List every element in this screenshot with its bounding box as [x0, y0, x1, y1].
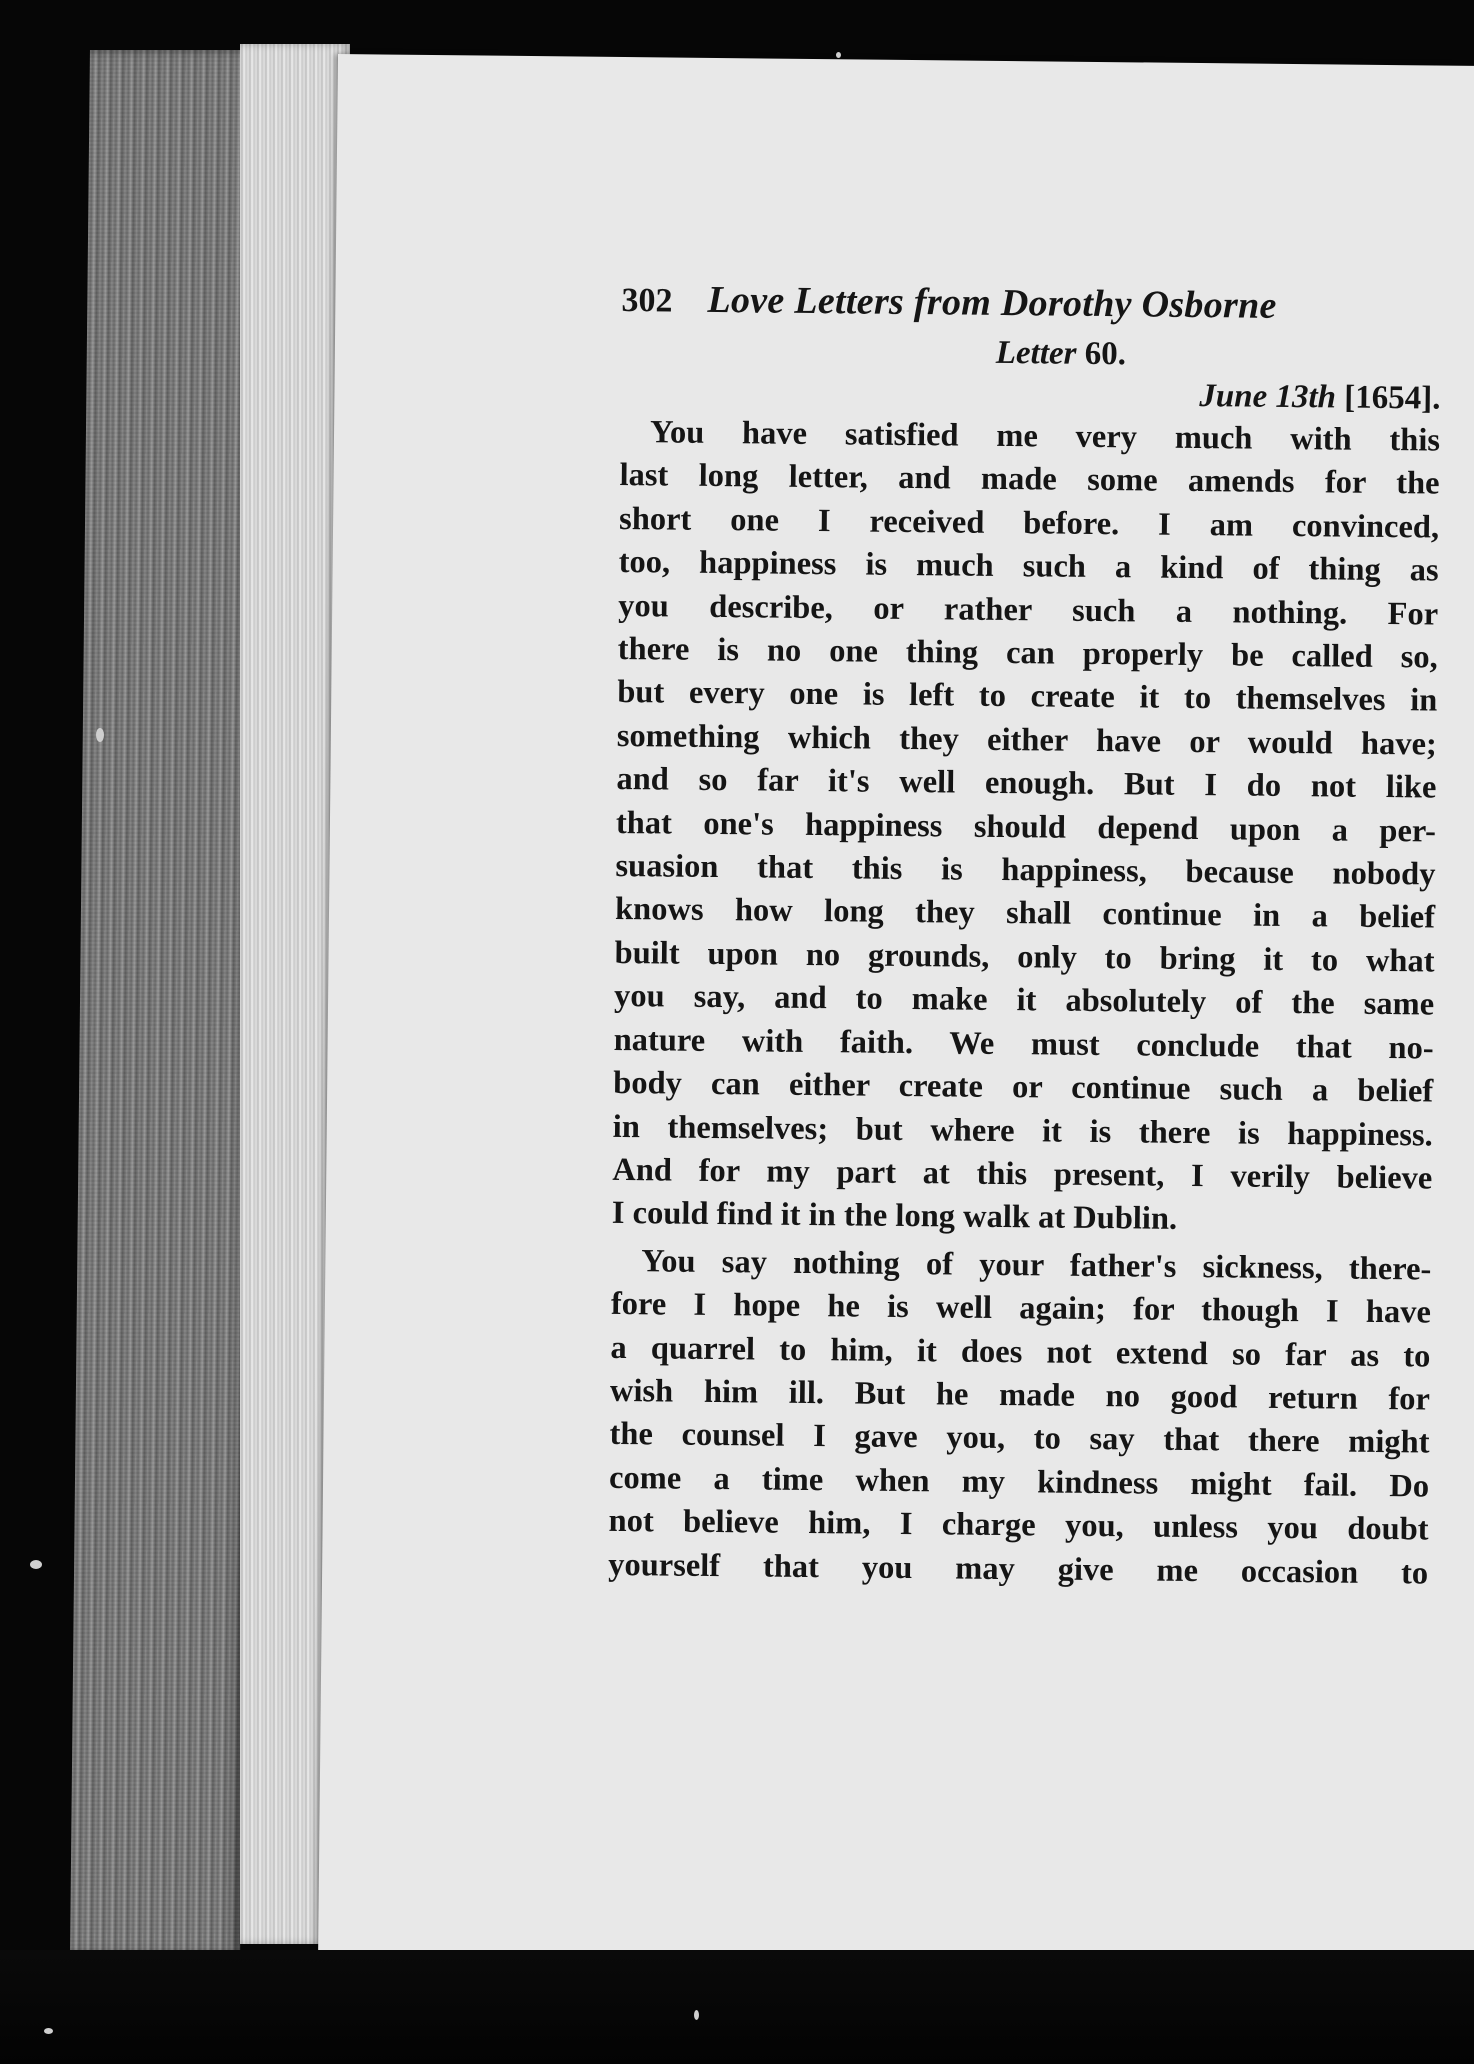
book-page — [318, 54, 1474, 1966]
text-line: come a time when my kindness might fail. Do — [608, 1459, 1430, 1505]
dust-speck — [694, 2010, 699, 2020]
letter-date-day: June 13th — [1199, 378, 1337, 416]
text-line: something which they either have or would have; — [616, 717, 1438, 763]
paragraph-1 — [612, 411, 1441, 1244]
text-line: yourself that you may give me occasion to — [608, 1546, 1429, 1592]
background-shadow — [0, 1950, 1474, 2064]
text-line: that one's happiness should depend upon a per- — [615, 804, 1437, 850]
text-line: short one I received before. I am convinced, — [618, 500, 1440, 546]
letter-date-year: [1654]. — [1344, 379, 1441, 417]
text-line: You say nothing of your father's sickness, there- — [641, 1242, 1432, 1288]
text-line: the counsel I gave you, to say that there might — [609, 1416, 1430, 1461]
page-text — [608, 277, 1442, 1595]
text-line: you describe, or rather such a nothing. For — [618, 587, 1439, 633]
running-title: Love Letters from Dorothy Osborne — [707, 278, 1277, 327]
text-line: not believe him, I charge you, unless you doubt — [608, 1503, 1429, 1548]
text-line: you say, and to make it absolutely of the same — [613, 978, 1435, 1023]
text-line: And for my part at this present, I verily believe — [612, 1151, 1433, 1197]
text-line: wish him ill. But he made no good return for — [609, 1372, 1431, 1418]
text-line: but every one is left to create it to themselves in — [617, 674, 1438, 719]
book-spine — [70, 50, 260, 1955]
text-line: too, happiness is much such a kind of thing as — [618, 544, 1439, 589]
text-line: I could find it in the long walk at Dublin. — [611, 1195, 1178, 1238]
letter-heading-word: Letter — [995, 334, 1077, 372]
dust-speck — [836, 52, 841, 58]
dust-speck — [30, 1560, 42, 1569]
text-line: suasion that this is happiness, because nobody — [615, 848, 1436, 893]
dust-speck — [96, 728, 104, 742]
text-line: there is no one thing can properly be called so, — [617, 630, 1438, 676]
text-line: in themselves; but where it is there is happiness. — [612, 1108, 1433, 1154]
text-line: nature with faith. We must conclude that no- — [613, 1021, 1434, 1067]
page-number: 302 — [621, 281, 673, 320]
letter-heading-number: 60. — [1084, 335, 1127, 373]
text-line: built upon no grounds, only to bring it to what — [614, 934, 1435, 980]
running-header — [621, 277, 1441, 330]
text-line: You have satisfied me very much with this — [649, 414, 1441, 459]
letter-date — [620, 372, 1440, 418]
paragraph-2 — [608, 1240, 1432, 1596]
dust-speck — [44, 2028, 53, 2034]
text-line: fore I hope he is well again; for though I have — [610, 1286, 1432, 1331]
text-line: body can either create or continue such a belief — [613, 1065, 1434, 1110]
text-line: a quarrel to him, it does not extend so far as to — [610, 1329, 1431, 1375]
text-line: last long letter, and made some amends for the — [619, 457, 1440, 502]
letter-heading — [621, 331, 1441, 377]
text-line: knows how long they shall continue in a belief — [614, 891, 1436, 937]
text-line: and so far it's well enough. But I do not like — [616, 761, 1437, 806]
